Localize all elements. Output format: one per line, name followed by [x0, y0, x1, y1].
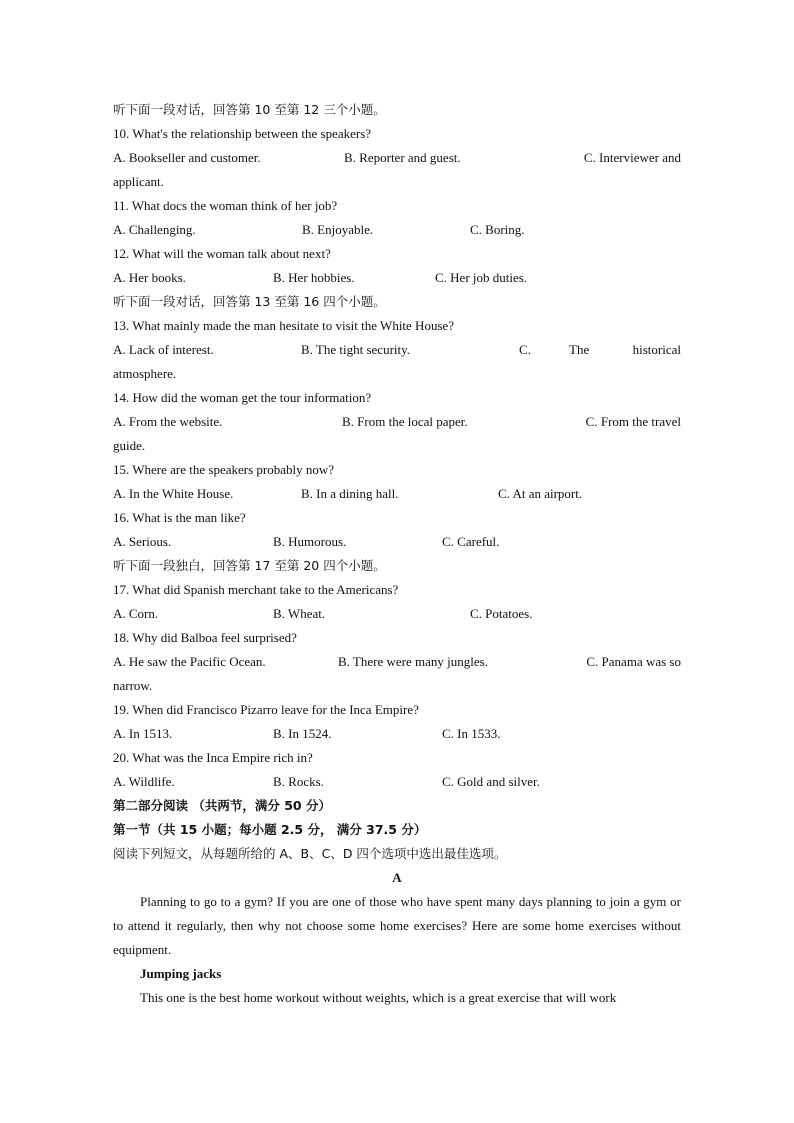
option-c: C. Potatoes.	[470, 606, 533, 621]
option-c: C. From the travel	[585, 414, 681, 429]
option-a: A. Wildlife.	[113, 774, 175, 789]
question-17: 17. What did Spanish merchant take to the Americans?	[113, 582, 399, 597]
option-a: A. He saw the Pacific Ocean.	[113, 654, 266, 669]
option-b: B. Reporter and guest.	[344, 150, 461, 165]
options-14	[113, 414, 681, 430]
passage-paragraph: This one is the best home workout without weights, which is a great exercise that will work	[140, 990, 617, 1005]
question-19: 19. When did Francisco Pizarro leave for the Inca Empire?	[113, 702, 419, 717]
question-10: 10. What's the relationship between the speakers?	[113, 126, 372, 141]
options-20	[113, 774, 681, 790]
option-b: B. Her hobbies.	[273, 270, 355, 285]
option-continuation: applicant.	[113, 174, 164, 189]
options-16	[113, 534, 681, 550]
option-c: C. Panama was so	[586, 654, 681, 669]
option-continuation: guide.	[113, 438, 146, 453]
question-18: 18. Why did Balboa feel surprised?	[113, 630, 297, 645]
question-13: 13. What mainly made the man hesitate to visit the White House?	[113, 318, 455, 333]
option-c: C. Her job duties.	[435, 270, 528, 285]
option-c: C. Interviewer and	[583, 150, 681, 165]
option-b: B. In 1524.	[273, 726, 332, 741]
option-b: B. There were many jungles.	[338, 654, 488, 669]
option-a: A. Serious.	[113, 534, 172, 549]
section-instruction: 听下面一段对话，回答第 13 至第 16 四个小题。	[113, 294, 386, 309]
option-a: A. Her books.	[113, 270, 186, 285]
section-instruction: 听下面一段独白，回答第 17 至第 20 四个小题。	[113, 558, 386, 573]
question-15: 15. Where are the speakers probably now?	[113, 462, 335, 477]
option-a: A. Lack of interest.	[113, 342, 214, 357]
option-c-label: C.	[519, 342, 531, 357]
option-c: C. Boring.	[470, 222, 525, 237]
question-12: 12. What will the woman talk about next?	[113, 246, 331, 261]
option-c: C. In 1533.	[442, 726, 501, 741]
option-continuation: atmosphere.	[113, 366, 177, 381]
options-13	[113, 342, 681, 358]
passage-heading: Jumping jacks	[140, 966, 222, 981]
option-a: A. In the White House.	[113, 486, 234, 501]
question-16: 16. What is the man like?	[113, 510, 246, 525]
option-a: A. Corn.	[113, 606, 159, 621]
part-title: 第二部分阅读 （共两节，满分 50 分）	[113, 798, 331, 813]
question-14: 14. How did the woman get the tour information?	[113, 390, 372, 405]
question-11: 11. What docs the woman think of her job?	[113, 198, 338, 213]
option-c-word: historical	[632, 342, 681, 357]
options-19	[113, 726, 681, 742]
option-b: B. In a dining hall.	[301, 486, 399, 501]
passage-paragraph: Planning to go to a gym? If you are one of those who have spent many days planning to join a gym or to attend it regularly, then why not choose some home exercises? Here are some home exercises without equipment.	[113, 894, 681, 957]
passage-letter: A	[392, 870, 402, 885]
option-c: C. Gold and silver.	[442, 774, 540, 789]
section-instruction: 听下面一段对话，回答第 10 至第 12 三个小题。	[113, 102, 386, 117]
option-b: B. Humorous.	[273, 534, 347, 549]
option-a: A. From the website.	[113, 414, 223, 429]
options-11	[113, 222, 681, 238]
option-a: A. Bookseller and customer.	[113, 150, 261, 165]
option-b: B. Rocks.	[273, 774, 324, 789]
option-c-word: The	[569, 342, 590, 357]
option-c: C. Careful.	[442, 534, 500, 549]
question-20: 20. What was the Inca Empire rich in?	[113, 750, 313, 765]
option-a: A. In 1513.	[113, 726, 173, 741]
option-b: B. Enjoyable.	[302, 222, 374, 237]
options-12	[113, 270, 681, 286]
option-b: B. The tight security.	[301, 342, 411, 357]
section-title: 第一节（共 15 小题；每小题 2.5 分， 满分 37.5 分）	[113, 822, 427, 837]
reading-instruction: 阅读下列短文，从每题所给的 A、B、C、D 四个选项中选出最佳选项。	[113, 846, 507, 861]
option-c: C. At an airport.	[498, 486, 583, 501]
options-15	[113, 486, 681, 502]
options-18	[113, 654, 681, 670]
option-continuation: narrow.	[113, 678, 153, 693]
option-b: B. From the local paper.	[342, 414, 468, 429]
options-17	[113, 606, 681, 622]
option-b: B. Wheat.	[273, 606, 326, 621]
option-a: A. Challenging.	[113, 222, 196, 237]
options-10	[113, 150, 681, 166]
